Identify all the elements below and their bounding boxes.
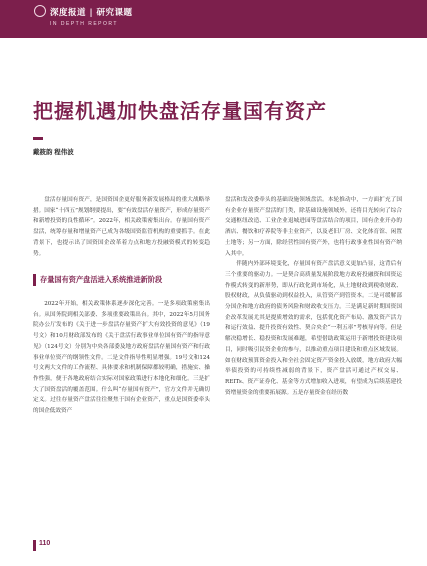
header-subtitle: IN DEPTH REPORT bbox=[50, 21, 118, 27]
header-title: 深度报道 | 研究课题 bbox=[50, 8, 133, 18]
header-bar bbox=[0, 0, 427, 38]
author-accent bbox=[33, 137, 43, 140]
page-number-accent bbox=[33, 540, 36, 551]
section-accent bbox=[33, 274, 36, 286]
intro-column bbox=[33, 195, 210, 259]
right-column bbox=[225, 195, 402, 398]
intro-paragraph: 盘活存量国有资产，是国资国企更好服务新发展格局的重大战略举措。国家“十四五”规划纲要提出，要“有效盘活存量资产，形成存量资产和新增投资的良性循环”。2022年，相关政策密集出台。存量国有资产盘活，统筹存量和增量资产已成为各级国资监管机构的重要抓手。在此背景下，也提示出了国资国企改革着力点和地方投融资模式的转变趋势。 bbox=[33, 197, 210, 257]
page-number: 110 bbox=[39, 540, 51, 547]
section-body-column bbox=[33, 299, 210, 417]
article-author: 戴筱韵 程伟波 bbox=[33, 149, 74, 156]
article-title: 把握机遇加快盘活存量国有资产 bbox=[33, 99, 327, 123]
right-paragraph-1: 盘活和发改委牵头的基础设施领域盘活。本轮推动中，一方面扩充了国有企业存量资产盘活的门类，除基础设施领域外，还将目光转向了综合交通枢纽改造、工业企业退城进园等盘活结合的项目，国有企业开办的酒店、餐饮和疗养院等非主业资产，以及老旧厂房、文化体育馆、闲置土地等；另一方面，除经营性国有资产外，也将行政事业性国有资产纳入其中。 bbox=[225, 197, 402, 257]
logo-icon bbox=[34, 5, 46, 17]
section-paragraph: 2022年开始，相关政策体系逐步深化完善。一是多项政策密集出台。从国务院到相关部委、多项重要政策出台。其中，2022年5月国务院办公厅发布的《关于进一步盘活存量资产扩大有效投资的意见》（19号文）和10月财政部发布的《关于盘活行政事业单位国有资产的指导意见》（124号文）分别为中央各部委及地方政府盘活存量国有资产和行政事业单位资产的纲领性文件。二是文件指导性明显增强。19号文和124号文两大文件的工作流程、具体要求和机制保障都较明确，措施实、操作性强，便于各地政府结合实际对国家政策进行本地化和细化。三是扩大了国资盘活的覆盖范围。什么叫“存量国有资产”，官方文件并无确切定义。过往存量资产盘活往往聚焦于国有企业资产，重点是国资委牵头的国企低效资产 bbox=[33, 301, 210, 415]
section-heading bbox=[33, 273, 210, 287]
right-paragraph-2: 伴随内外部环境变化，存量国有资产盘活意义更加凸显，这背后有三个重要的驱动力。一是契合高质量发展阶段地方政府投融资和国资运作模式转变的新形势，即从行政化到市场化，从土地财政到税收财政、股权财政，从负债驱动到权益投入，从管资产到管资本。二是可缓解部分国企和地方政府的债务风险和财政收支压力。三是满足新时期国资国企改革发展尤其是提质增效的需求，包括优化资产布局、激发资产活力和运行效益、提升投资有效性、契合央企“一利五率”考核导向等。但是解决稳增长、稳投资和发展难题，希望借助政策运用于新增投资建设项目，同时吸引民资企业的参与，以推动重点项目建设和重点区域发展。如在财政预算资金投入和全社会固定资产资金投入放缓，地方政府大幅举债投资的可持续性减弱的背景下，资产盘活可通过产权交易、REITs、资产证券化、基金等方式增加收入进项，有望成为后续基建投资增量资金的重要拓展源。五是存量资金在经历数 bbox=[225, 261, 402, 396]
section-title: 存量国有资产盘活进入系统推进新阶段 bbox=[40, 275, 163, 284]
